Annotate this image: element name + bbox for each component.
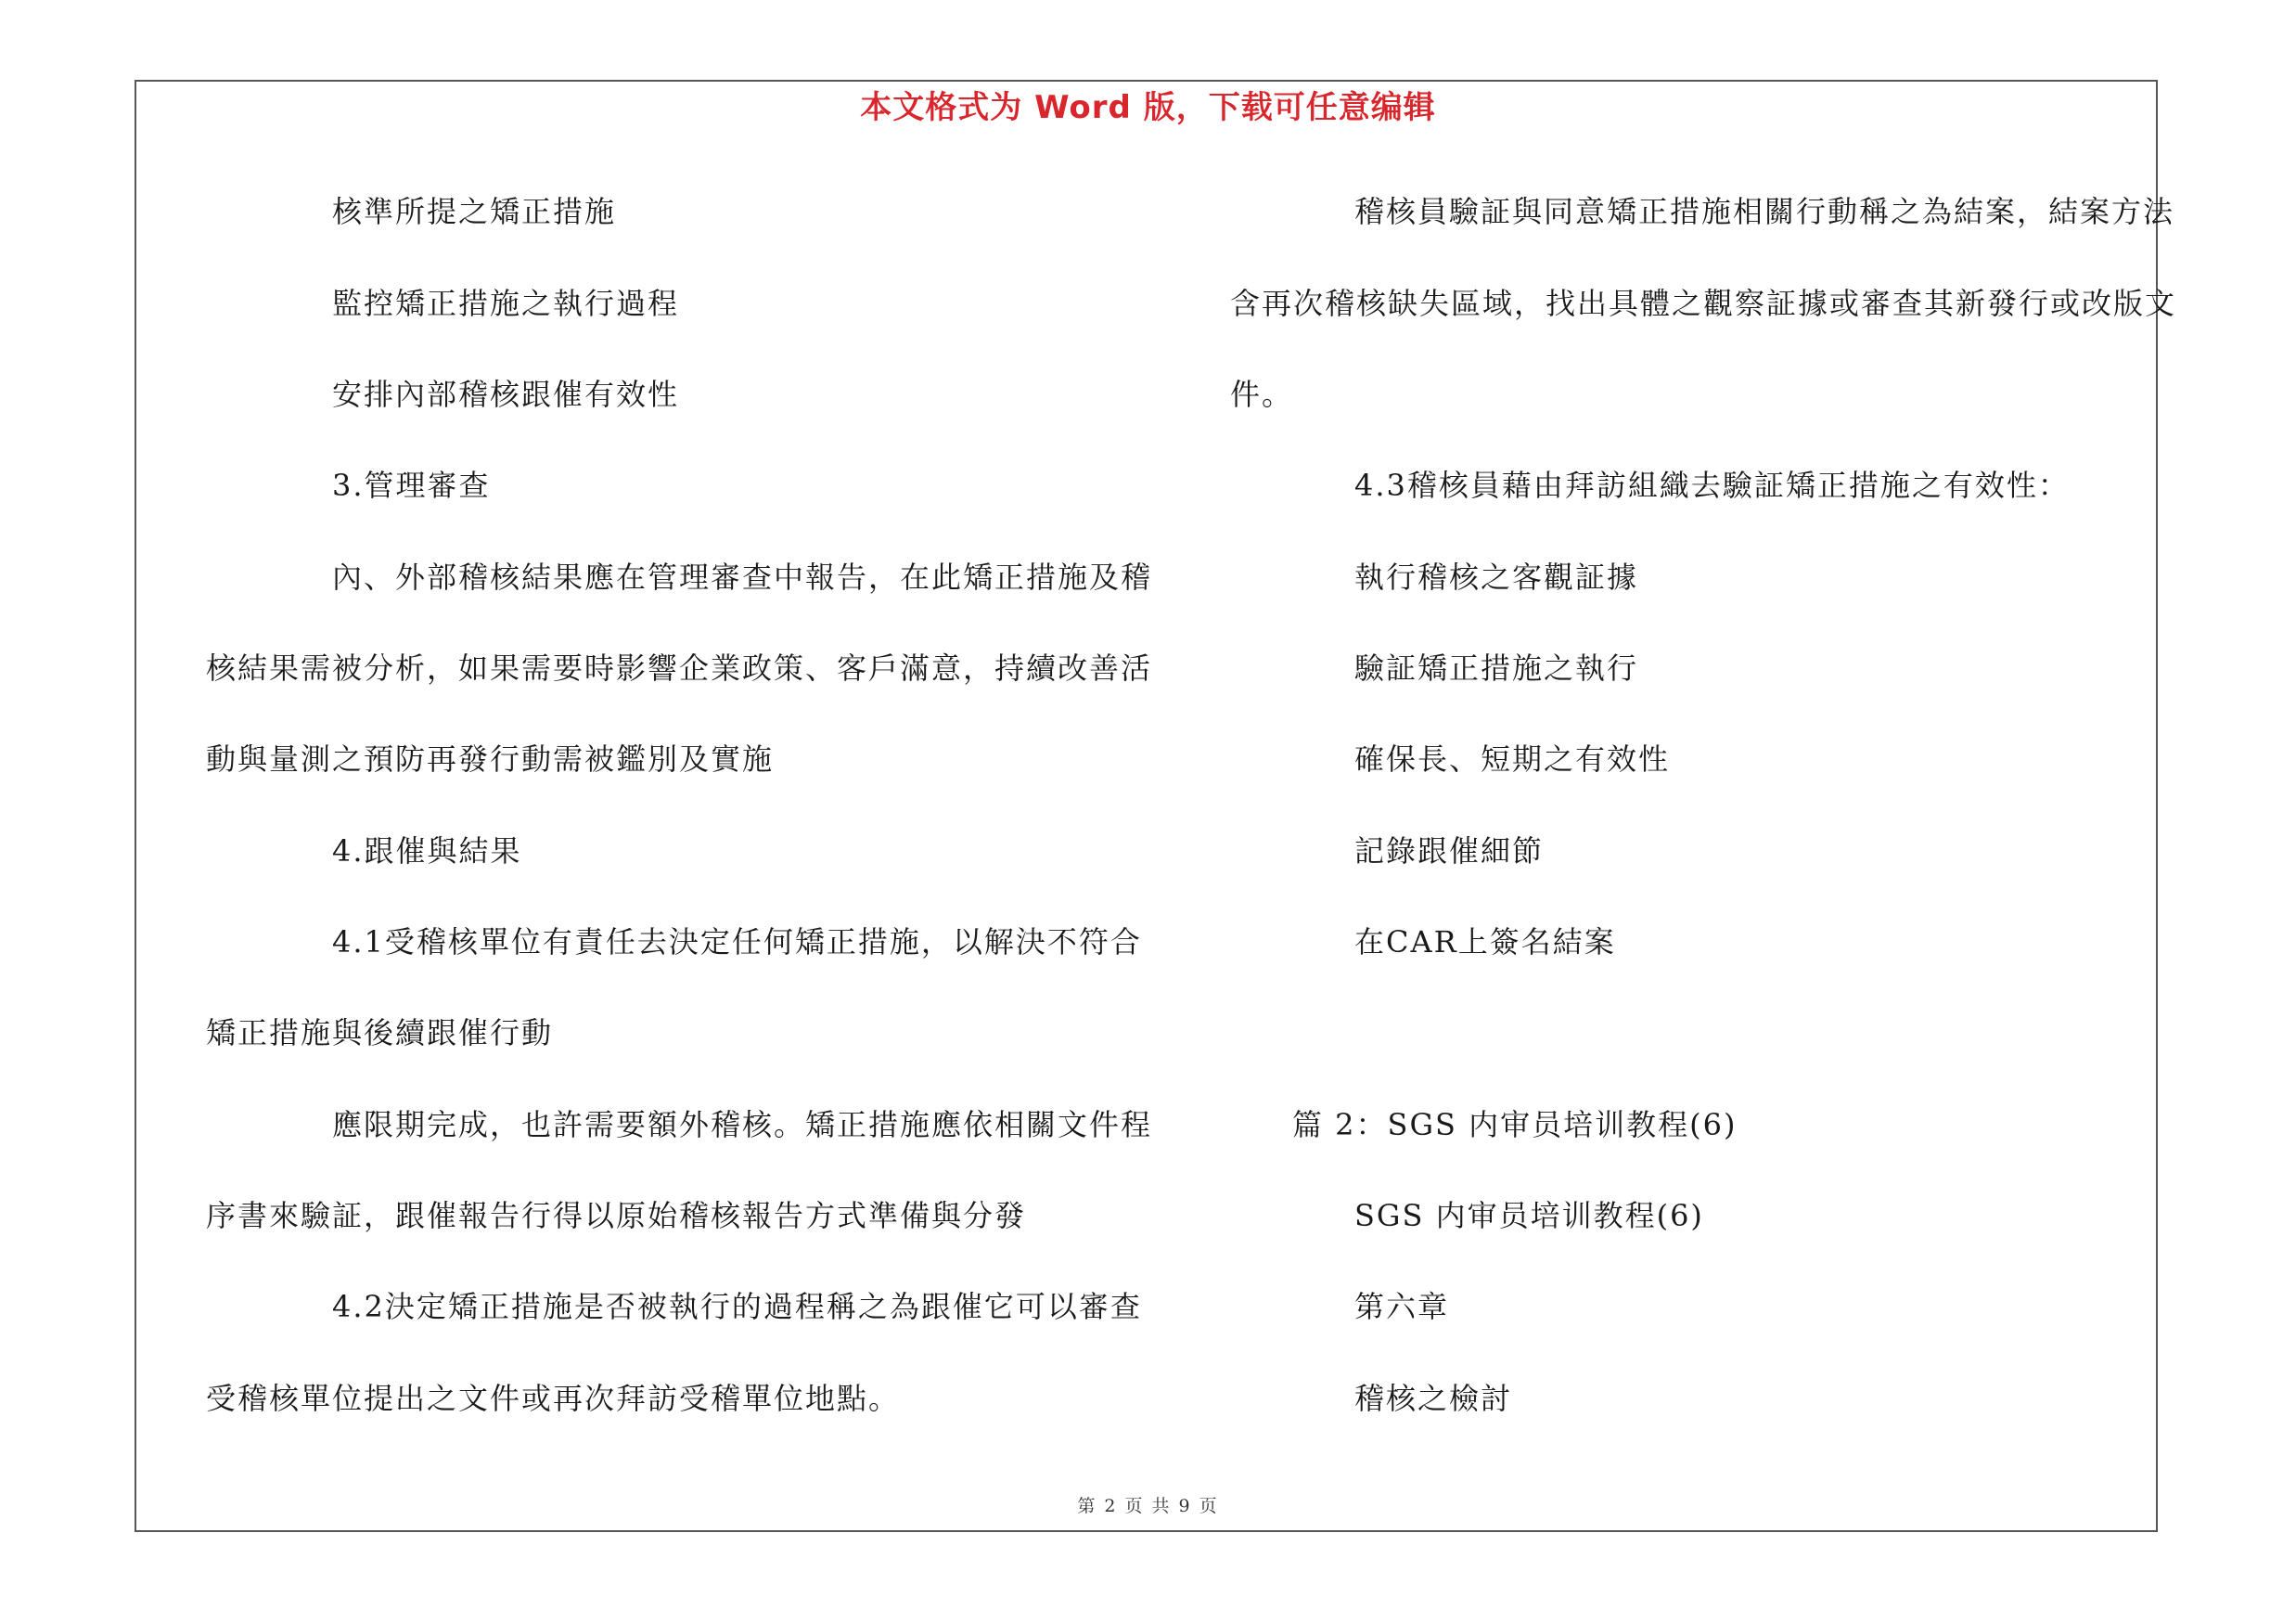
right-line-5: 執行稽核之客觀証據 (1354, 560, 1639, 595)
left-line-10: 矯正措施與後續跟催行動 (206, 1015, 554, 1050)
left-line-14: 受稽核單位提出之文件或再次拜訪受稽單位地點。 (206, 1381, 901, 1416)
right-line-1: 稽核員驗証與同意矯正措施相關行動稱之為結案，結案方法 (1354, 194, 2175, 229)
left-line-2: 監控矯正措施之執行過程 (332, 286, 680, 321)
left-line-11: 應限期完成，也許需要額外稽核。矯正措施應依相關文件程 (332, 1107, 1153, 1142)
left-line-3: 安排內部稽核跟催有效性 (332, 377, 680, 412)
right-line-8: 記錄跟催細節 (1354, 833, 1545, 869)
left-line-6: 核結果需被分析，如果需要時影響企業政策、客戶滿意，持續改善活 (206, 650, 1153, 686)
right-line-11: SGS 内审员培训教程(6) (1354, 1198, 1704, 1233)
right-line-10: 篇 2：SGS 内审员培训教程(6) (1292, 1107, 1738, 1142)
left-line-8: 4.跟催與結果 (332, 833, 522, 869)
right-line-13: 稽核之檢討 (1354, 1381, 1513, 1416)
right-line-3: 件。 (1230, 377, 1294, 412)
right-line-6: 驗証矯正措施之執行 (1354, 650, 1639, 686)
right-line-4: 4.3稽核員藉由拜訪組織去驗証矯正措施之有效性： (1354, 468, 2070, 503)
left-line-9: 4.1受稽核單位有責任去決定任何矯正措施，以解決不符合 (332, 924, 1142, 960)
right-line-12: 第六章 (1354, 1289, 1450, 1324)
left-line-13: 4.2決定矯正措施是否被執行的過程稱之為跟催它可以審查 (332, 1289, 1142, 1324)
left-line-1: 核準所提之矯正措施 (332, 194, 617, 229)
left-line-5: 內、外部稽核結果應在管理審查中報告，在此矯正措施及稽 (332, 560, 1153, 595)
right-line-7: 確保長、短期之有效性 (1354, 741, 1671, 777)
left-line-7: 動與量測之預防再發行動需被鑑別及實施 (206, 741, 775, 777)
left-line-12: 序書來驗証，跟催報告行得以原始稽核報告方式準備與分發 (206, 1198, 1027, 1233)
right-line-2: 含再次稽核缺失區域，找出具體之觀察証據或審查其新發行或改版文 (1230, 286, 2177, 321)
right-line-9: 在CAR上簽名結案 (1354, 924, 1616, 960)
page-number-footer: 第 2 页 共 9 页 (1077, 1496, 1219, 1516)
header-banner: 本文格式为 Word 版，下载可任意编辑 (860, 89, 1436, 126)
left-line-4: 3.管理審查 (332, 468, 491, 503)
